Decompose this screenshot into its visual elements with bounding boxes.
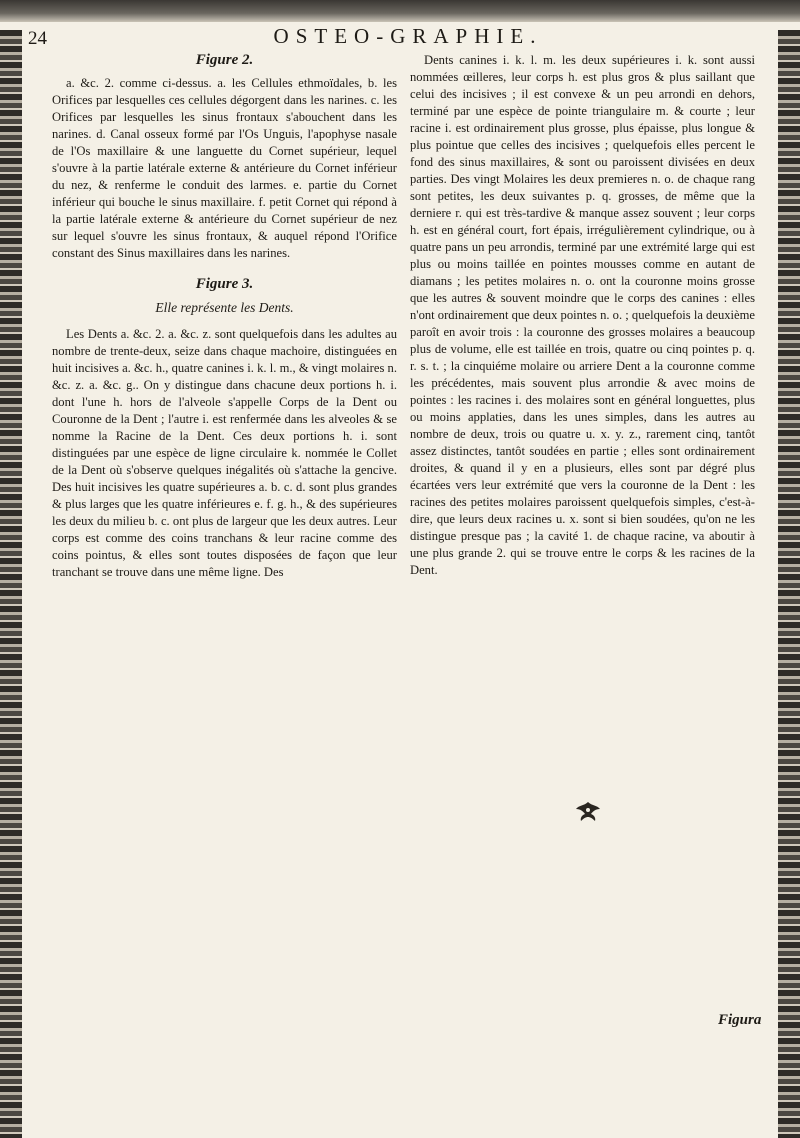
right-margin-band [778,30,800,1138]
running-title: OSTEO-GRAPHIE. [273,24,543,48]
right-column-text: Dents canines i. k. l. m. les deux supérieures i. k. sont aussi nommées œilleres, leur corps h. est plus gros & plus saillant que celui des incisives ; il est convexe & un peu arrondi en dehors, terminé par une espèce de pointe triangulaire m. & courte ; leur racine i. est ordinairement plus grosse, plus épaisse, plus longue & plus pointue que celles des incisives ; quelquefois elles percent le fond des sinus maxillaires, & sont ou paroissent divisées en deux parties. Des vingt Molaires les deux premieres n. o. de chaque rang sont petites, les deux suivantes p. q. grosses, de même que la derniere r. qui est très-tardive & manque assez souvent ; leur corps h. est en général court, fort épais, irrégulièrement cylindrique, ou à quatre pans un peu arrondis, terminé par une extrémité large qui est plus ou moins taillée en pointes mousses comme en autant de diamans ; les petites molaires n. o. ont la couronne moins grosse que les autres & souvent moindre que le corps des canines : elles n'ont ordinairement que deux pointes n. o. ; quelquefois la deuxième paroît en avoir trois : la couronne des grosses molaires a beaucoup plus de volume, elle est taillée en trois, quatre ou cinq pointes p. q. r. s. t. ; la cinquiéme molaire ou arriere Dent a la couronne comme les précédentes, mais souvent plus arrondie & avec moins de pointes : les racines i. des molaires sont en général longuettes, plus ou moins applaties, dans les unes simples, dans les autres au nombre de deux, trois ou quatre u. x. y. z., rarement cinq, tantôt assez distinctes, tantôt soudées en partie ; elles sont ordinairement droites, & quand il y en a plusieurs, elles sont par dégré plus écartées vers leur extrémité que vers la couronne de la Dent : les racines des petites molaires paroissent quelquefois simples, c'est-à-dire, que leurs deux racines u. x. sont si bien soudées, qu'on ne les distingue presque pas ; la cavité 1. de chaque racine, va aboutir à une plus grande 2. qui se trouve entre le corps & les racines de la Dent. [410,53,756,577]
top-border [0,0,800,22]
catchword: Figura [718,1012,762,1028]
left-margin-band [0,30,22,1138]
page-header [28,24,772,50]
figure-2-text: a. &c. 2. comme ci-dessus. a. les Cellules ethmoïdales, b. les Orifices par lesquelles ces cellules dégorgent dans les narines. c. les Orifices par lesquelles les sinus frontaux s'abouchent dans les narines. d. Canal osseux formé par l'Os Unguis, l'apophyse nasale de l'Os maxillaire & une languette du Cornet supérieur, lequel s'ouvre à la partie latérale externe & antérieure du Cornet inférieur du nez, & renferme le conduit des larmes. e. partie du Cornet inférieur qui bouche le sinus maxillaire. f. petit Cornet qui répond à la partie latérale externe & antérieure du Cornet supérieur de nez sur lequel s'ouvre les sinus frontaux, & auquel répond l'Orifice constant des Sinus maxillaires dans les narines. [52,76,397,260]
left-column [52,52,397,583]
figure-3-subtitle: Elle représente les Dents. [155,300,294,315]
figure-2-title: Figure 2. [195,52,254,68]
figure-3-text: Les Dents a. &c. 2. a. &c. z. sont quelquefois dans les adultes au nombre de trente-deux, seize dans chaque machoire, distinguées en huit incisives a. &c. h., quatre canines i. k. l. m., & vingt molaires n. &c. z. a. &c. g.. On y distingue dans chacune deux portions h. i. dont l'une h. hors de l'alveole s'appelle Corps de la Dent ou Couronne de la Dent ; l'autre i. est renfermée dans les alveoles & se nomme la Racine de la Dent. Ces deux portions h. i. sont distinguées par une espèce de ligne circulaire k. nommée le Collet de la Dent où s'observe quelques inégalités où s'attache la gencive. Des huit incisives les quatre supérieures a. b. c. d. sont plus grandes & plus larges que les quatre inférieures e. f. g. h., & des supérieures les deux du milieu b. c. ont plus de largeur que les deux autres. Leur corps est comme des coins tranchans & leur racine comme des coins pointus, & elles sont toutes disposées de façon que leur tranchant se trouve dans une même ligne. Des [52,327,397,579]
fleuron-ornament-icon [573,800,603,822]
right-column [410,52,755,581]
page-number: 24 [28,28,47,49]
figure-3-title: Figure 3. [195,276,254,292]
